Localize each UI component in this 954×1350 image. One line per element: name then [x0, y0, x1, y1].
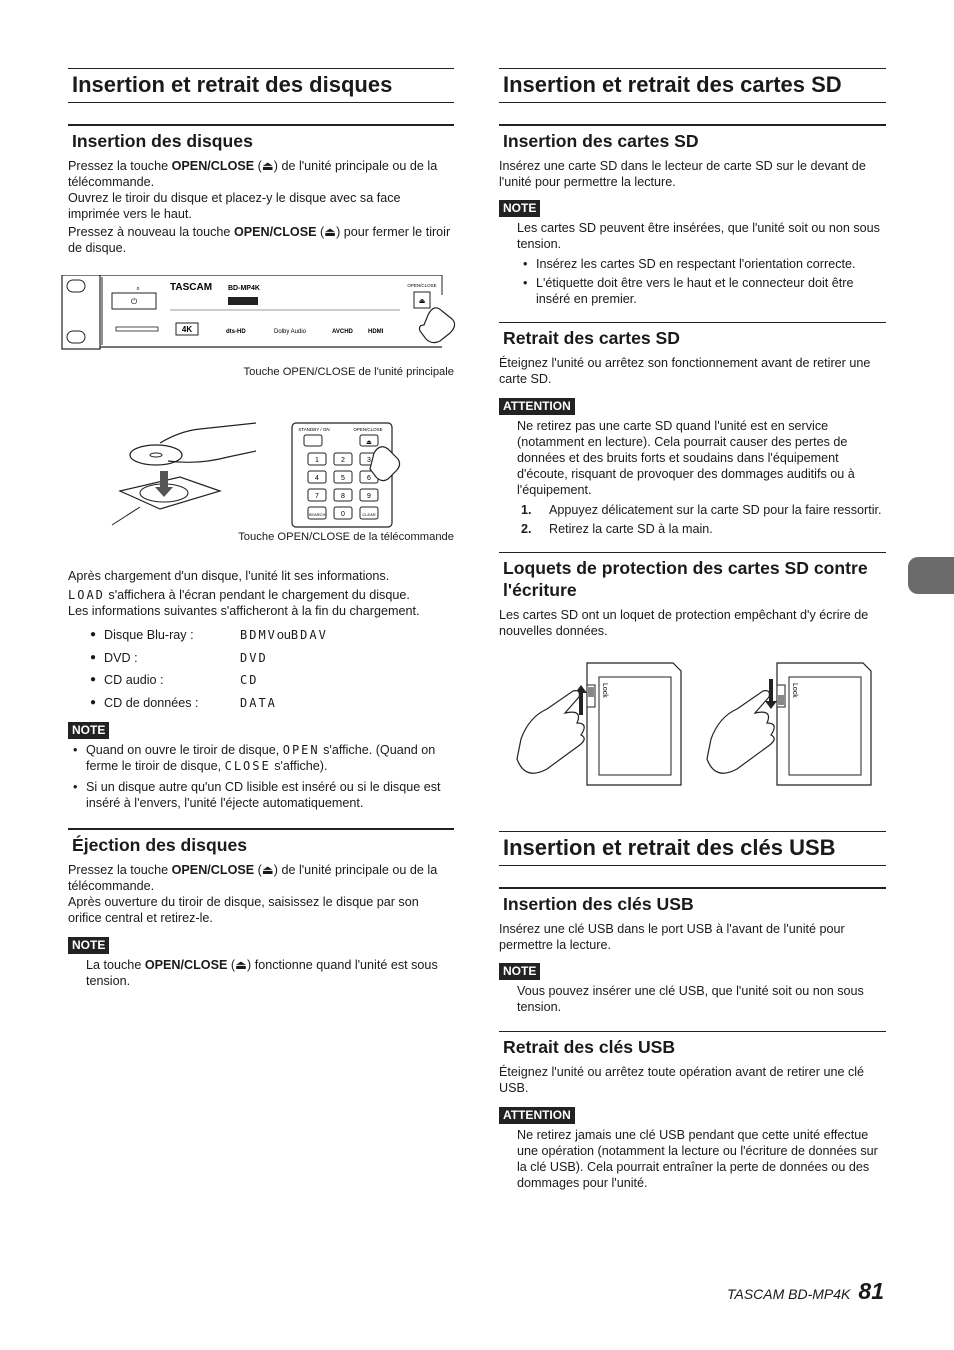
panel-4k: 4K [181, 325, 193, 334]
disc-and-remote-illustration [68, 419, 454, 529]
right-column [499, 68, 886, 1191]
remote-key-label: CLEAR [362, 512, 376, 517]
svg-text:⏏: ⏏ [366, 440, 372, 446]
caption-remote: Touche OPEN/CLOSE de la télécommande [238, 531, 454, 543]
caption-unit: Touche OPEN/CLOSE de l'unité principale [243, 366, 454, 378]
left-column [68, 68, 454, 989]
paragraph-usb-remove: Éteignez l'unité ou arrêtez toute opération avant de retirer une clé USB. [499, 1065, 865, 1095]
paragraph-sd-insert: Insérez une carte SD dans le lecteur de carte SD sur le devant de l'unité pour permettre la lecture. [499, 159, 866, 189]
note-text: La touche OPEN/CLOSE (⏏) fonctionne quand l'unité est sous tension. [86, 958, 438, 988]
note-item: • Quand on ouvre le tiroir de disque, OPEN s'affiche. (Quand on ferme le tiroir de disque, CLOSE s'affiche). [73, 742, 454, 774]
remote-key-label: 0 [341, 511, 345, 518]
heading-retrait-usb: Retrait des clés USB [499, 1031, 886, 1060]
note-item: • Si un disque autre qu'un CD lisible est inséré ou si le disque est inséré à l'envers, l'unité l'éjecte automatiquement. [73, 779, 454, 811]
note-block-eject [68, 936, 454, 989]
remote-key-label: 8 [341, 493, 345, 500]
note-tag: NOTE [68, 722, 109, 739]
remote-key-label: 7 [315, 493, 319, 500]
paragraph-after-load-1: Après chargement d'un disque, l'unité lit ses informations. [68, 569, 390, 583]
paragraph-after-load-3: Les informations suivantes s'afficheront à la fin du chargement. [68, 604, 420, 618]
note-text: Les cartes SD peuvent être insérées, que l'unité soit ou non sous tension. [517, 221, 880, 251]
heading-ejection-disques: Éjection des disques [68, 828, 454, 858]
remote-key-label: 9 [367, 493, 371, 500]
paragraph-eject-2: Après ouverture du tiroir de disque, saisissez le disque par son orifice central et retirez-le. [68, 895, 419, 925]
display-code-load: LOAD [68, 588, 105, 602]
sd-card-unlocked [517, 663, 681, 785]
attention-block-sd [499, 397, 886, 537]
svg-text:o: o [136, 286, 140, 292]
remote-key-label: 3 [367, 457, 371, 464]
remote-key-label: 6 [367, 475, 371, 482]
attention-text: Ne retirez pas une carte SD quand l'unité est en service (notamment en lecture). Cela pourrait causer des pertes de données et des bruits forts et soudains dans l'équipement d'écoute, risquant de provoquer des dommages auditifs ou à l'équipement. [517, 419, 855, 497]
panel-open-close-label: OPEN/CLOSE [407, 283, 437, 288]
attention-text: Ne retirez jamais une clé USB pendant que cette unité effectue une opération (notamment la lecture ou l'écriture de données sur la clé USB). Cela pourrait entraîner la perte de données ou des dommages pour l'unité. [517, 1128, 878, 1190]
remote-key-label: 2 [341, 457, 345, 464]
remote-key-label: 5 [341, 475, 345, 482]
paragraph-eject-1: Pressez la touche OPEN/CLOSE (⏏) de l'unité principale ou de la télécommande. [68, 863, 438, 893]
panel-avchd: AVCHD [332, 329, 353, 335]
remote-key-label: 4 [315, 475, 319, 482]
page-number: 81 [858, 1278, 884, 1304]
paragraph-insert-3: Pressez à nouveau la touche OPEN/CLOSE (⏏) pour fermer le tiroir de disque. [68, 225, 451, 255]
paragraph-after-load-2: LOAD s'affichera à l'écran pendant le chargement du disque. [68, 588, 410, 602]
list-item: ● CD audio : CD [90, 669, 454, 692]
footer-brand: TASCAM BD-MP4K [726, 1286, 851, 1302]
remote-key-label: 1 [315, 457, 319, 464]
note-block-usb [499, 962, 886, 1015]
remote-standby-label: STANDBY / ON [298, 427, 330, 432]
note-block-sd [499, 199, 886, 307]
attention-tag: ATTENTION [499, 398, 575, 415]
remote-key-label: SEARCH [308, 512, 326, 517]
panel-dts: dts-HD [226, 329, 246, 335]
note-item: • Insérez les cartes SD en respectant l'orientation correcte. [523, 256, 886, 272]
paragraph-sd-remove: Éteignez l'unité ou arrêtez son fonctionnement avant de retirer une carte SD. [499, 356, 871, 386]
svg-text:⏏: ⏏ [418, 298, 426, 305]
sd-lock-illustration [499, 661, 886, 791]
remote-open-label: OPEN/CLOSE [353, 427, 383, 432]
svg-text:⏻: ⏻ [130, 297, 138, 306]
paragraph-insert-2: Ouvrez le tiroir du disque et placez-y le disque avec sa face imprimée vers le haut. [68, 191, 401, 221]
heading-insertion-usb: Insertion des clés USB [499, 887, 886, 917]
disc-type-list [90, 624, 454, 714]
section-title-usb: Insertion et retrait des clés USB [499, 831, 886, 866]
note-tag: NOTE [499, 200, 540, 217]
heading-retrait-sd: Retrait des cartes SD [499, 322, 886, 351]
section-title-disques: Insertion et retrait des disques [68, 68, 454, 103]
list-item: ● Disque Blu-ray : BDMV ou BDAV [90, 624, 454, 647]
step-item: 1. Appuyez délicatement sur la carte SD pour la faire ressortir. [521, 503, 882, 517]
heading-loquets-sd: Loquets de protection des cartes SD contre l'écriture [499, 552, 886, 603]
heading-insertion-sd: Insertion des cartes SD [499, 124, 886, 154]
note-block-insert [68, 721, 454, 811]
front-panel-illustration [60, 275, 460, 355]
list-item: ● CD de données : DATA [90, 692, 454, 715]
list-item: ● DVD : DVD [90, 647, 454, 670]
paragraph-usb-insert: Insérez une clé USB dans le port USB à l'avant de l'unité pour permettre la lecture. [499, 922, 845, 952]
sd-card-locked [707, 663, 871, 785]
page-footer [727, 1278, 884, 1305]
note-tag: NOTE [499, 963, 540, 980]
heading-insertion-disques: Insertion des disques [68, 124, 454, 154]
note-tag: NOTE [68, 937, 109, 954]
panel-model: BD-MP4K [228, 285, 260, 292]
panel-brand: TASCAM [170, 282, 213, 293]
note-text: Vous pouvez insérer une clé USB, que l'unité soit ou non sous tension. [517, 984, 864, 1014]
section-title-sd: Insertion et retrait des cartes SD [499, 68, 886, 103]
lock-label: Lock [601, 683, 608, 698]
note-item: • L'étiquette doit être vers le haut et le connecteur doit être inséré en premier. [523, 275, 886, 307]
lock-label: Lock [791, 683, 798, 698]
chapter-tab [908, 557, 954, 594]
paragraph-sd-lock: Les cartes SD ont un loquet de protection empêchant d'y écrire de nouvelles données. [499, 608, 869, 638]
attention-tag: ATTENTION [499, 1107, 575, 1124]
attention-block-usb [499, 1106, 886, 1191]
step-item: 2. Retirez la carte SD à la main. [521, 522, 713, 536]
panel-dolby: Dolby Audio [274, 329, 307, 335]
paragraph-insert-1: Pressez la touche OPEN/CLOSE (⏏) de l'unité principale ou de la télécommande. [68, 159, 438, 189]
panel-hdmi: HDMI [368, 329, 384, 335]
